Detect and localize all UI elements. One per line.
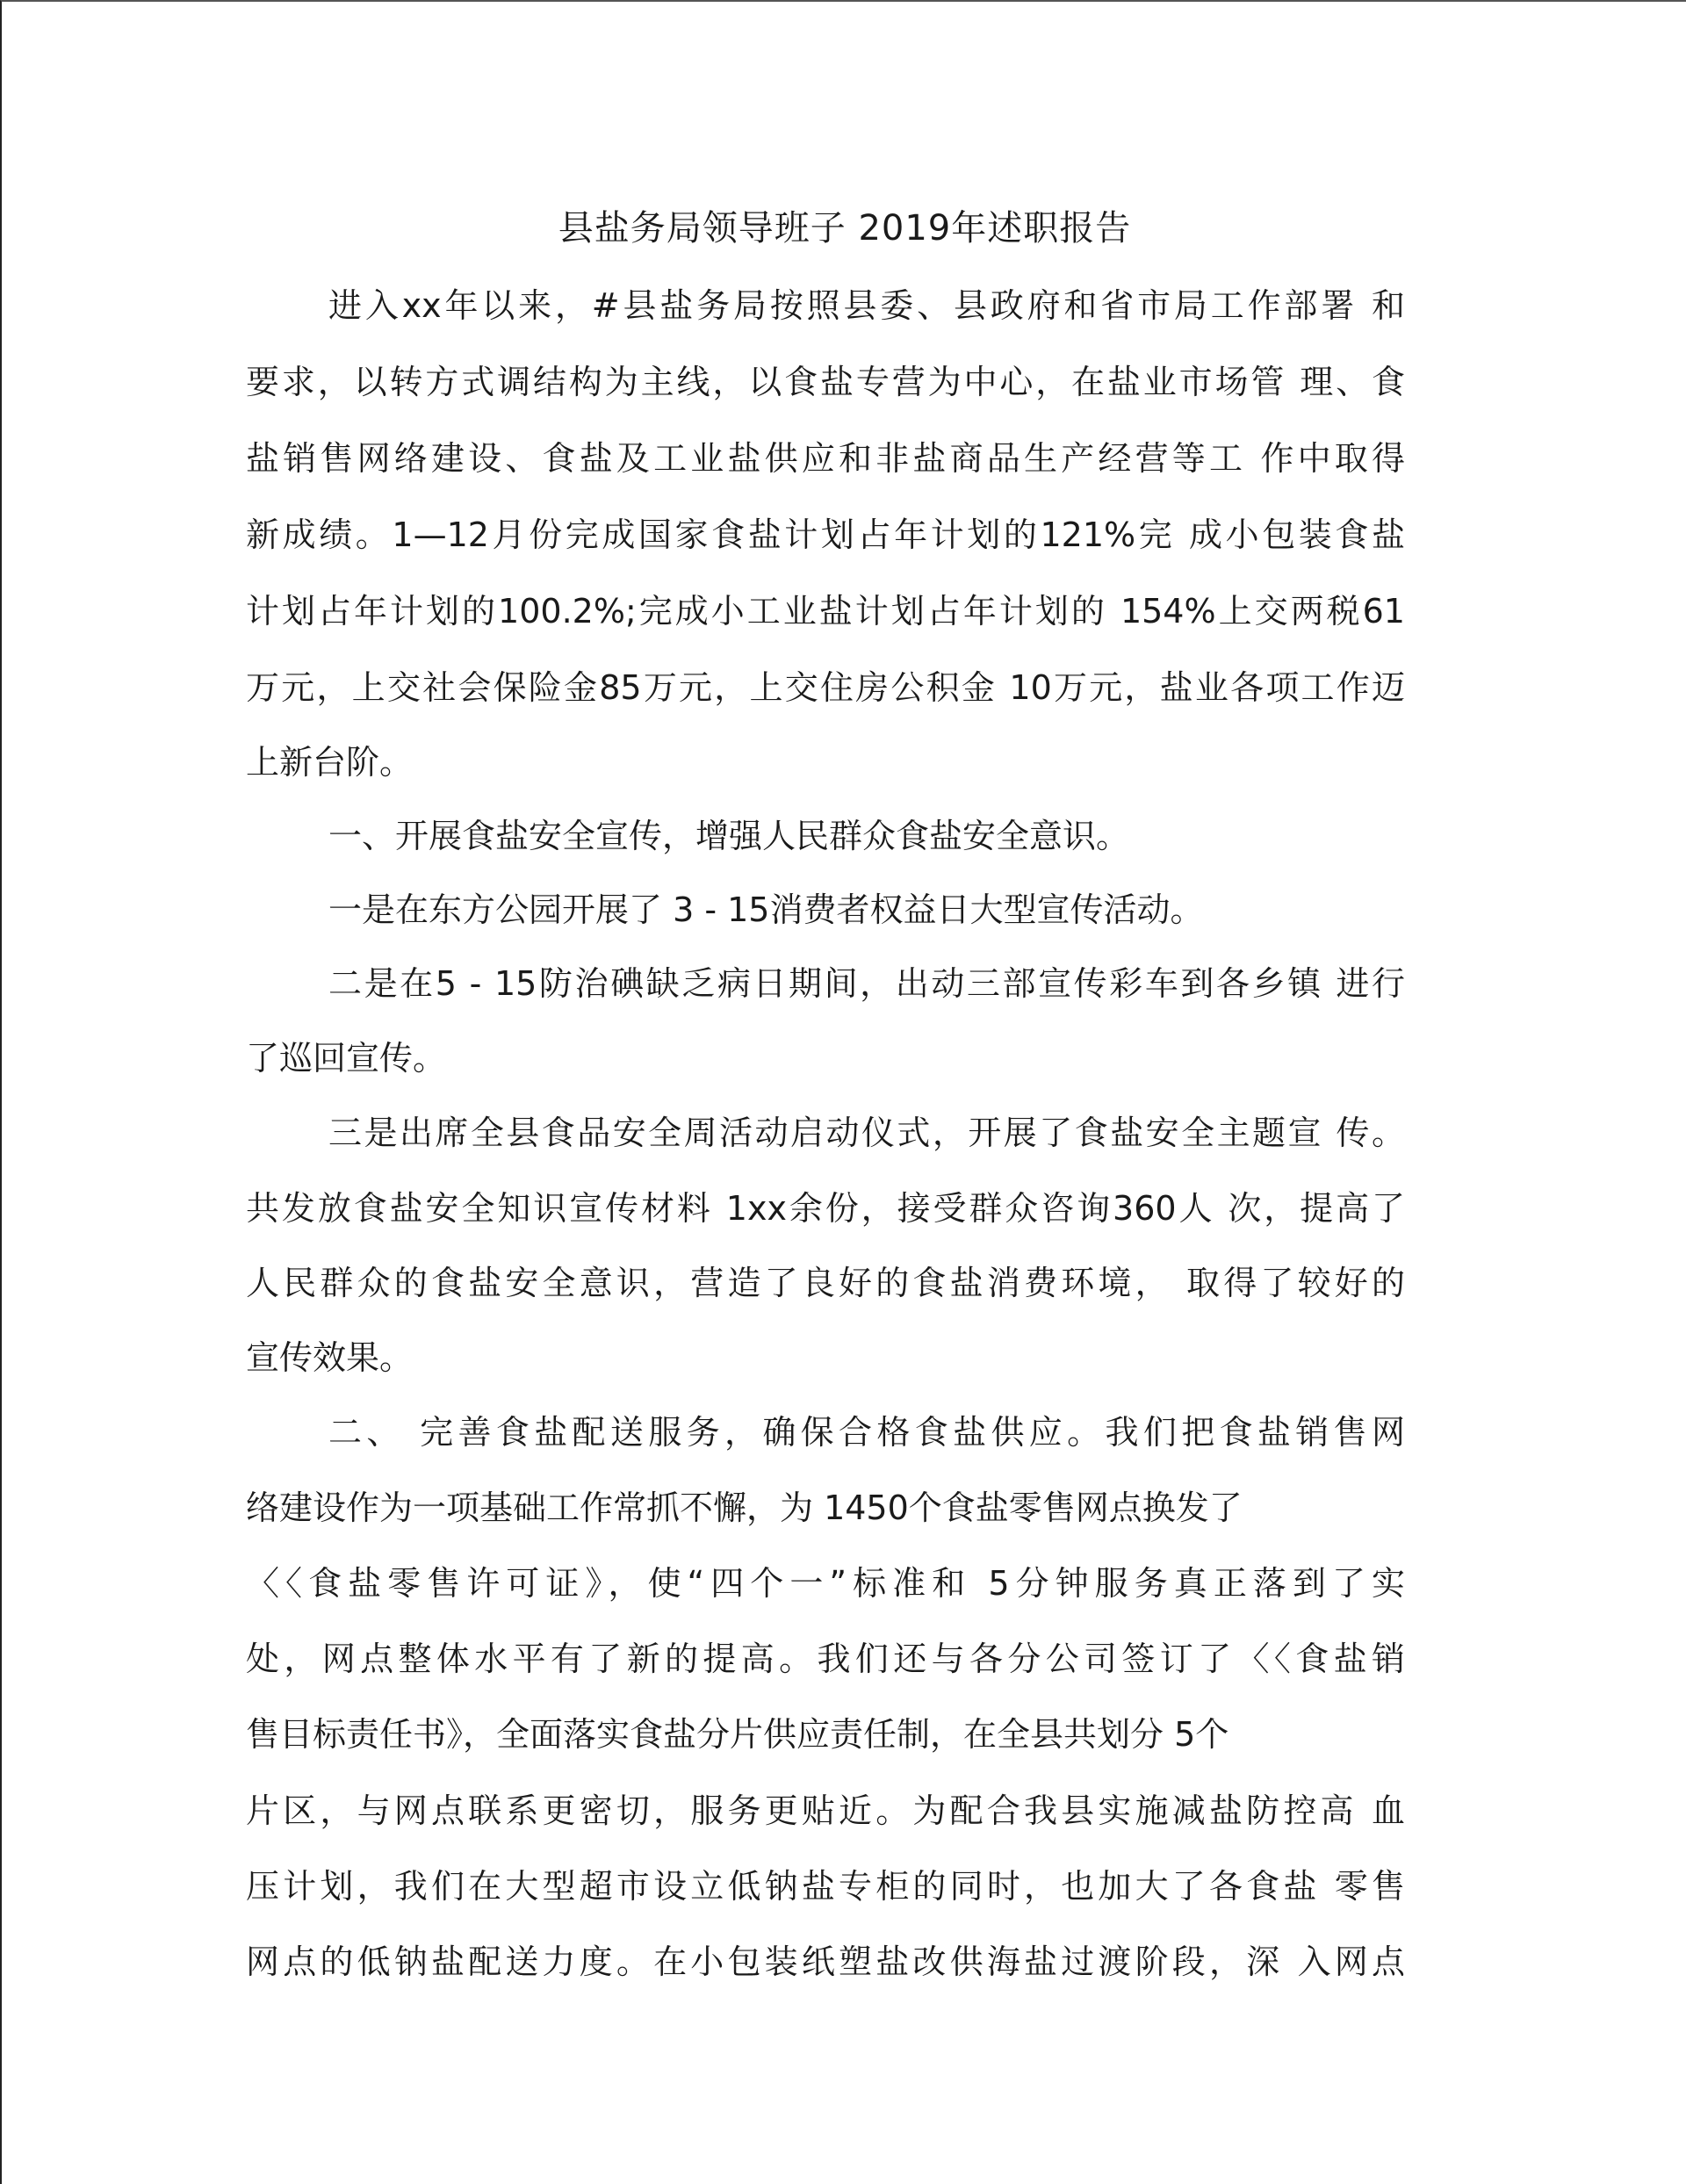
text-line: 计划占年计划的100.2%;完成小工业盐计划占年计划的 154%上交两税61 [246,592,1405,631]
document-title: 县盐务局领导班子 2019年述职报告 [558,208,1132,249]
text-line: 片区，与网点联系更密切，服务更贴近。为配合我县实施减盐防控高 血 [246,1791,1405,1830]
section-heading-1: 一、开展食盐安全宣传，增强人民群众食盐安全意识。 [328,817,1130,855]
text-line: 二是在5 - 15防治碘缺乏病日期间，出动三部宣传彩车到各乡镇 进行 [328,964,1405,1003]
text-line: 三是出席全县食品安全周活动启动仪式，开展了食盐安全主题宣 传。 [328,1114,1405,1152]
text-line: 络建设作为一项基础工作常抓不懈，为 1450个食盐零售网点换发了 [246,1488,1243,1527]
text-line: 盐销售网络建设、食盐及工业盐供应和非盐商品生产经营等工 作中取得 [246,439,1405,478]
text-line: 新成绩。1—12月份完成国家食盐计划占年计划的121%完 成小包装食盐 [246,515,1405,554]
text-line: 进入xx年以来，#县盐务局按照县委、县政府和省市局工作部署 和 [328,286,1405,325]
text-line: 上新台阶。 [246,743,414,782]
text-line: 压计划，我们在大型超市设立低钠盐专柜的同时，也加大了各食盐 零售 [246,1867,1405,1906]
text-line: 人民群众的食盐安全意识，营造了良好的食盐消费环境， 取得了较好的 [246,1264,1405,1302]
text-line: 共发放食盐安全知识宣传材料 1xx余份，接受群众咨询360人 次，提高了 [246,1189,1405,1228]
text-line: 宣传效果。 [246,1338,414,1377]
section-heading-2: 二、 完善食盐配送服务，确保合格食盐供应。我们把食盐销售网 [328,1413,1405,1452]
text-line: 售目标责任书》，全面落实食盐分片供应责任制，在全县共划分 5个 [246,1715,1229,1754]
text-line: 要求，以转方式调结构为主线，以食盐专营为中心，在盐业市场管 理、食 [246,363,1405,401]
text-line: 了巡回宣传。 [246,1039,447,1078]
text-line: 〈〈食盐零售许可证》，使“四个一”标准和 5分钟服务真正落到了实 [246,1564,1405,1603]
text-line: 一是在东方公园开展了 3 - 15消费者权益日大型宣传活动。 [328,890,1204,929]
text-line: 万元，上交社会保险金85万元，上交住房公积金 10万元，盐业各项工作迈 [246,668,1405,707]
text-line: 处，网点整体水平有了新的提高。我们还与各分公司签订了〈〈食盐销 [246,1640,1405,1678]
text-line: 网点的低钠盐配送力度。在小包装纸塑盐改供海盐过渡阶段，深 入网点 [246,1943,1405,1981]
